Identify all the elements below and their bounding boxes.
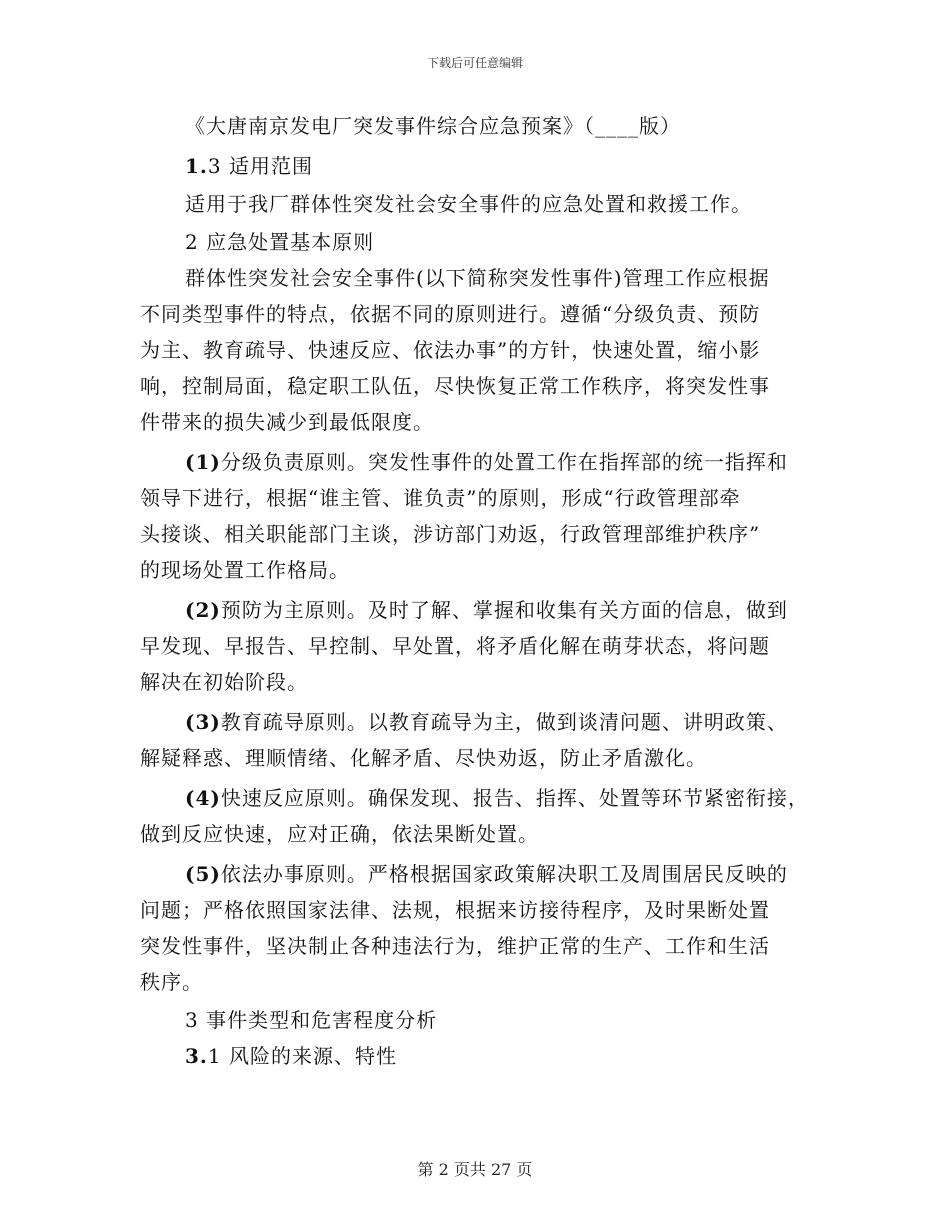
principle-3-line	[185, 710, 788, 734]
paragraph-line: 头接谈、相关职能部门主谈，涉访部门劝返，行政管理部维护秩序”	[140, 522, 761, 546]
section-number: 1.	[185, 154, 208, 178]
principle-5-line	[185, 862, 788, 886]
page-number-footer: 第 2 页共 27 页	[417, 1160, 533, 1179]
paragraph-line: 领导下进行，根据“谁主管、谁负责”的原则，形成“行政管理部牵	[140, 486, 741, 510]
paragraph-line: 的现场处置工作格局。	[140, 558, 350, 582]
paragraph-line: 群体性突发社会安全事件(以下简称突发性事件)管理工作应根据	[185, 266, 770, 290]
item-text: 预防为主原则。及时了解、掌握和收集有关方面的信息，做到	[220, 598, 788, 622]
section-1-3-heading	[185, 154, 313, 178]
section-title: 3 适用范围	[207, 154, 313, 178]
section-2-heading: 2 应急处置基本原则	[185, 230, 375, 254]
section-3-1-heading	[185, 1044, 397, 1068]
principle-4-line	[185, 786, 809, 810]
paragraph-line: 早发现、早报告、早控制、早处置，将矛盾化解在萌芽状态，将问题	[140, 634, 770, 658]
paragraph-line: 问题；严格依照国家法律、法规，根据来访接待程序，及时果断处置	[140, 898, 770, 922]
item-number: (1)	[185, 450, 221, 474]
header-note: 下载后可任意编辑	[426, 56, 523, 70]
item-text: 依法办事原则。严格根据国家政策解决职工及周围居民反映的	[220, 862, 788, 886]
paragraph-line: 件带来的损失减少到最低限度。	[140, 410, 434, 434]
item-text: 快速反应原则。确保发现、报告、指挥、处置等环节紧密衔接，	[220, 786, 809, 810]
paragraph-line: 响，控制局面，稳定职工队伍，尽快恢复正常工作秩序，将突发性事	[140, 374, 770, 398]
section-title: 1 风险的来源、特性	[207, 1044, 397, 1068]
document-title: 《大唐南京发电厂突发事件综合应急预案》（____版）	[185, 114, 681, 138]
paragraph-line: 不同类型事件的特点，依据不同的原则进行。遵循“分级负责、预防	[140, 302, 761, 326]
paragraph-line: 突发性事件，坚决制止各种违法行为，维护正常的生产、工作和生活	[140, 934, 770, 958]
section-3-heading: 3 事件类型和危害程度分析	[185, 1008, 438, 1032]
section-1-3-body: 适用于我厂群体性突发社会安全事件的应急处置和救援工作。	[185, 192, 752, 216]
item-text: 分级负责原则。突发性事件的处置工作在指挥部的统一指挥和	[220, 450, 788, 474]
item-text: 教育疏导原则。以教育疏导为主，做到谈清问题、讲明政策、	[220, 710, 788, 734]
section-number: 3.	[185, 1044, 208, 1068]
item-number: (4)	[185, 786, 221, 810]
principle-1-line	[185, 450, 788, 474]
paragraph-line: 为主、教育疏导、快速反应、依法办事”的方针，快速处置，缩小影	[140, 338, 761, 362]
paragraph-line: 解决在初始阶段。	[140, 670, 308, 694]
paragraph-line: 解疑释惑、理顺情绪、化解矛盾、尽快劝返，防止矛盾激化。	[140, 746, 707, 770]
paragraph-line: 做到反应快速，应对正确，依法果断处置。	[140, 822, 539, 846]
item-number: (3)	[185, 710, 221, 734]
item-number: (2)	[185, 598, 221, 622]
paragraph-line: 秩序。	[140, 970, 203, 994]
principle-2-line	[185, 598, 788, 622]
item-number: (5)	[185, 862, 221, 886]
